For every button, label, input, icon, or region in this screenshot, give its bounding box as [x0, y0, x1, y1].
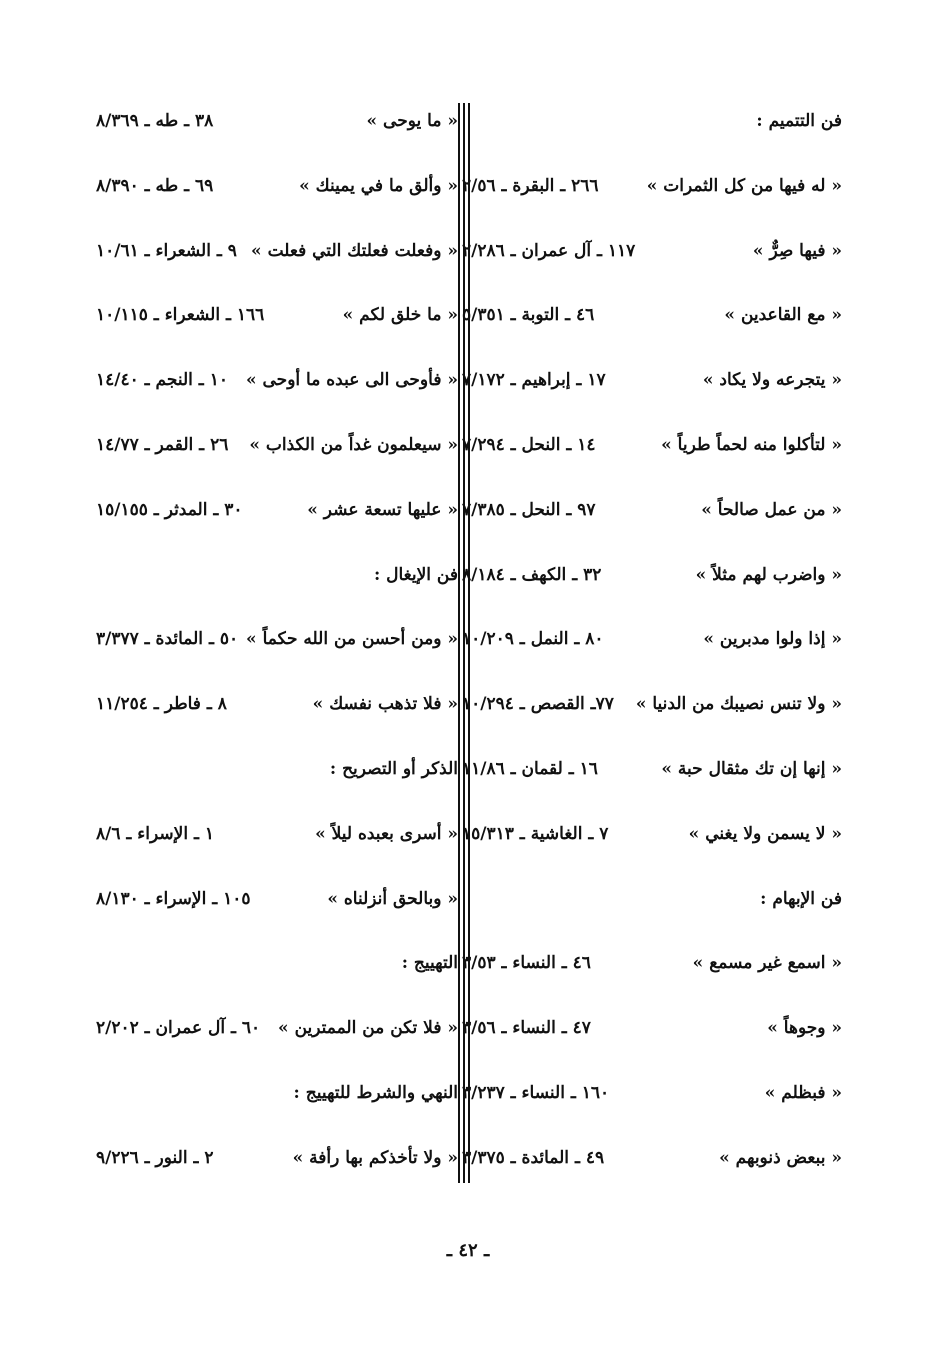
- verse-fragment: « فيها صِرٌّ »: [752, 240, 842, 261]
- verse-reference: ٩٧ ـ النحل ـ ٧/٣٨٥: [462, 499, 596, 520]
- index-entry: [96, 814, 458, 854]
- heading-text: فن الإيغال :: [373, 564, 458, 585]
- verse-fragment: « فلا تذهب نفسك »: [312, 694, 458, 715]
- section-heading: [96, 943, 458, 983]
- index-entry: [96, 101, 458, 141]
- verse-fragment: « ومن أحسن من الله حكماً »: [246, 629, 458, 650]
- section-heading: [462, 101, 842, 141]
- verse-fragment: « وبالحق أنزلناه »: [327, 888, 458, 909]
- section-heading: [96, 1073, 458, 1113]
- verse-reference: ١٦٦ ـ الشعراء ـ ١٠/١١٥: [96, 305, 265, 326]
- index-entry: [462, 555, 842, 595]
- section-heading: [96, 555, 458, 595]
- verse-fragment: « سيعلمون غداً من الكذاب »: [249, 435, 458, 455]
- verse-reference: ١ ـ الإسراء ـ ٨/٦: [96, 823, 215, 844]
- index-entry: [96, 360, 458, 400]
- index-entry: [462, 943, 842, 983]
- verse-fragment: « عليها تسعة عشر »: [307, 499, 458, 520]
- heading-text: فن الإبهام :: [760, 888, 842, 909]
- verse-reference: ٥٠ ـ المائدة ـ ٣/٣٧٧: [96, 629, 239, 650]
- verse-fragment: « مع القاعدين »: [724, 305, 842, 326]
- index-entry: [96, 684, 458, 724]
- verse-reference: ٣٠ ـ المدثر ـ ١٥/١٥٥: [96, 499, 243, 520]
- verse-fragment: « فبظلم »: [764, 1083, 842, 1103]
- index-entry: [462, 231, 842, 271]
- index-entry: [462, 619, 842, 659]
- index-entry: [462, 1008, 842, 1048]
- verse-reference: ٧ ـ الغاشية ـ ١٥/٣١٣: [462, 823, 609, 844]
- index-entry: [462, 684, 842, 724]
- verse-fragment: « وألق ما في يمينك »: [299, 175, 458, 196]
- verse-fragment: « إنها إن تك مثقال حبة »: [661, 759, 842, 779]
- verse-reference: ٧٧ـ القصص ـ ١٠/٢٩٤: [462, 694, 614, 715]
- verse-reference: ١٧ ـ إبراهيم ـ ٧/١٧٢: [462, 370, 606, 391]
- verse-reference: ٣٨ ـ طه ـ ٨/٣٦٩: [96, 111, 214, 131]
- index-entry: [462, 166, 842, 206]
- verse-fragment: « أسرى بعبده ليلاً »: [315, 823, 458, 844]
- verse-fragment: « فلا تكن من الممترين »: [278, 1018, 458, 1039]
- verse-fragment: « ببعض ذنوبهم »: [719, 1147, 842, 1168]
- verse-fragment: « له فيها من كل الثمرات »: [646, 175, 842, 196]
- verse-reference: ٦٠ ـ آل عمران ـ ٢/٢٠٢: [96, 1018, 261, 1039]
- verse-reference: ٤٧ ـ النساء ـ ٣/٥٦: [462, 1018, 591, 1039]
- verse-fragment: « من عمل صالحاً »: [701, 499, 842, 520]
- heading-text: فن التتميم :: [756, 111, 842, 131]
- verse-reference: ٤٩ ـ المائدة ـ ٣/٣٧٥: [462, 1147, 605, 1168]
- verse-reference: ٢٦٦ ـ البقرة ـ ٢/٥٦: [462, 175, 599, 196]
- verse-fragment: « اسمع غير مسمع »: [692, 953, 842, 974]
- index-entry: [96, 295, 458, 335]
- index-entry: [462, 425, 842, 465]
- verse-fragment: « لتأكلوا منه لحماً طرياً »: [661, 435, 842, 455]
- index-entry: [96, 231, 458, 271]
- section-heading: [462, 879, 842, 919]
- heading-text: التهييج :: [401, 953, 458, 974]
- verse-reference: ٩ ـ الشعراء ـ ١٠/٦١: [96, 240, 237, 261]
- verse-reference: ١٦ ـ لقمان ـ ١١/٨٦: [462, 759, 598, 779]
- index-entry: [96, 425, 458, 465]
- heading-text: الذكر أو التصريح :: [329, 759, 458, 779]
- index-entry: [96, 1008, 458, 1048]
- verse-reference: ٢ ـ النور ـ ٩/٢٢٦: [96, 1147, 214, 1168]
- index-entry: [96, 1138, 458, 1178]
- index-entry: [462, 1138, 842, 1178]
- index-entry: [462, 295, 842, 335]
- index-entry: [462, 360, 842, 400]
- verse-fragment: « إذا ولوا مدبرين »: [703, 629, 842, 650]
- verse-reference: ٦٩ ـ طه ـ ٨/٣٩٠: [96, 175, 214, 196]
- index-entry: [462, 490, 842, 530]
- index-entry: [462, 1073, 842, 1113]
- verse-fragment: « ما خلق لكم »: [342, 305, 458, 326]
- index-entry: [96, 166, 458, 206]
- heading-text: النهي والشرط للتهييج :: [293, 1083, 458, 1103]
- index-entry: [96, 490, 458, 530]
- verse-reference: ١٠٥ ـ الإسراء ـ ٨/١٣٠: [96, 888, 251, 909]
- index-entry: [96, 879, 458, 919]
- verse-fragment: « ولا تأخذكم بها رأفة »: [292, 1147, 458, 1168]
- verse-reference: ١٦٠ ـ النساء ـ ٣/٢٣٧: [462, 1083, 610, 1103]
- index-entry: [96, 619, 458, 659]
- verse-reference: ٨٠ ـ النمل ـ ١٠/٢٠٩: [462, 629, 604, 650]
- verse-reference: ٢٦ ـ القمر ـ ١٤/٧٧: [96, 435, 229, 455]
- index-entry: [462, 749, 842, 789]
- verse-fragment: « وفعلت فعلتك التي فعلت »: [251, 240, 458, 261]
- verse-reference: ٤٦ ـ النساء ـ ٣/٥٣: [462, 953, 591, 974]
- verse-reference: ١٤ ـ النحل ـ ٧/٢٩٤: [462, 435, 596, 455]
- verse-reference: ٨ ـ فاطر ـ ١١/٢٥٤: [96, 694, 227, 715]
- verse-fragment: « واضرب لهم مثلاً »: [695, 564, 842, 585]
- page-number: ـ ٤٢ ـ: [446, 1240, 490, 1261]
- section-heading: [96, 749, 458, 789]
- column-divider-line: [458, 103, 460, 1183]
- verse-reference: ٣٢ ـ الكهف ـ ٨/١٨٤: [462, 564, 602, 585]
- verse-fragment: « ما يوحى »: [366, 111, 458, 131]
- index-entry: [462, 814, 842, 854]
- verse-fragment: « لا يسمن ولا يغني »: [688, 823, 842, 844]
- verse-fragment: « وجوهاً »: [767, 1018, 842, 1039]
- verse-reference: ١٠ ـ النجم ـ ١٤/٤٠: [96, 370, 228, 391]
- verse-fragment: « فأوحى الى عبده ما أوحى »: [245, 370, 458, 391]
- verse-reference: ٤٦ ـ التوبة ـ ٥/٣٥١: [462, 305, 595, 326]
- verse-fragment: « ولا تنس نصيبك من الدنيا »: [635, 694, 842, 715]
- verse-reference: ١١٧ ـ آل عمران ـ ٢/٢٨٦: [462, 240, 636, 261]
- verse-fragment: « يتجرعه ولا يكاد »: [702, 370, 842, 391]
